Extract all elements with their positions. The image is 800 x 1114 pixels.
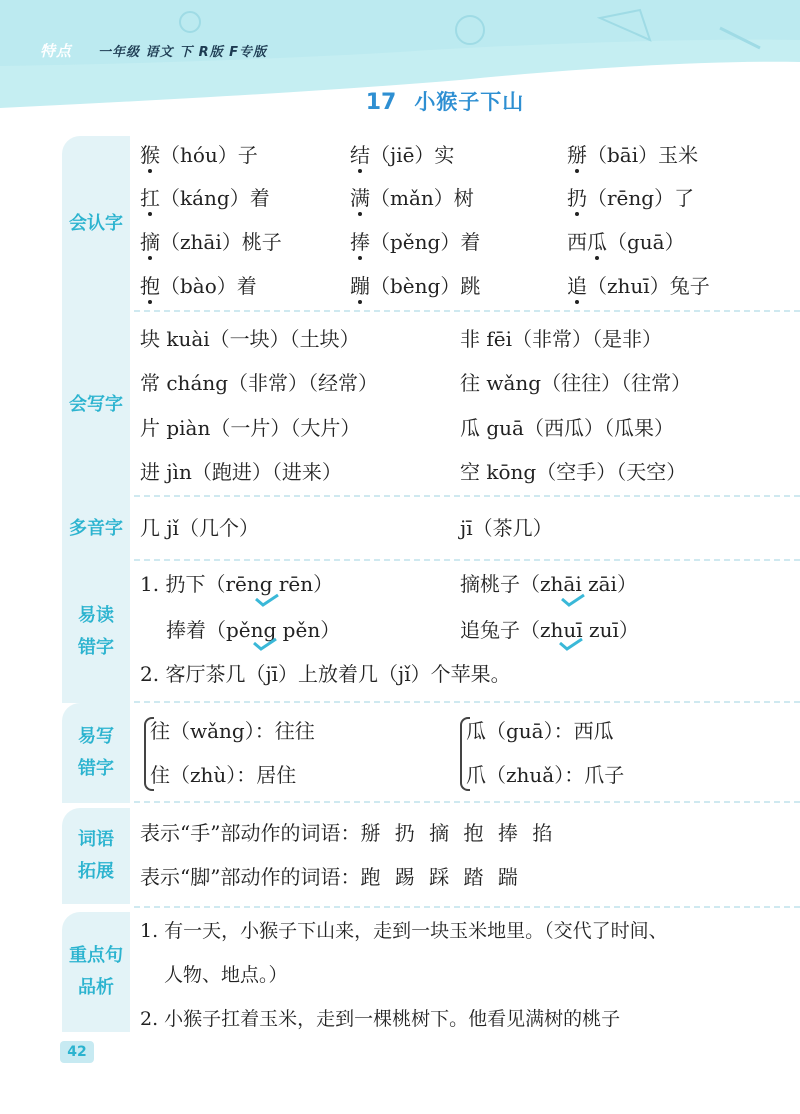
- page-header: [0, 0, 800, 112]
- section-label: 多音字: [62, 497, 130, 561]
- section-label: 重点句 品析: [62, 912, 130, 1032]
- dashed-divider: [134, 906, 800, 908]
- expansion-line: 表示“手”部动作的词语：掰 扔 摘 抱 捧 掐: [140, 821, 557, 845]
- lesson-number: 17: [365, 90, 397, 112]
- lesson-title: 小猴子下山: [414, 90, 525, 112]
- misread-item: 捧着（pěng pěn）: [166, 618, 341, 642]
- section-huixiezi: [62, 312, 800, 497]
- miswrite-item: 爪（zhuǎ）：爪子: [466, 763, 625, 787]
- section-label: 易读 错字: [62, 561, 130, 703]
- key-sentence-note: 人物、地点。）: [164, 964, 288, 986]
- word-item: 蹦（bèng）跳: [350, 274, 481, 298]
- write-item: 瓜 guā（西瓜）（瓜果）: [460, 416, 674, 440]
- write-item: 进 jìn（跑进）（进来）: [140, 460, 342, 484]
- check-icon: [558, 637, 584, 651]
- key-sentence: 2. 小猴子扛着玉米，走到一棵桃树下。他看见满树的桃子: [140, 1008, 621, 1030]
- section-huirenzi: [62, 136, 800, 312]
- section-zhongdian: [62, 912, 800, 1032]
- section-duoyinzi: [62, 497, 800, 561]
- word-item: 结（jiē）实: [350, 143, 455, 167]
- write-item: 往 wǎng（往往）（往常）: [460, 371, 692, 395]
- word-item: 掰（bāi）玉米: [567, 143, 699, 167]
- section-label: 词语 拓展: [62, 808, 130, 904]
- check-icon: [254, 593, 280, 607]
- misread-item: 1. 扔下（rēng rēn）: [140, 572, 334, 596]
- word-item: 满（mǎn）树: [350, 186, 474, 210]
- check-icon: [252, 637, 278, 651]
- section-label: 会写字: [62, 312, 130, 497]
- word-item: 扔（rēng）了: [567, 186, 695, 210]
- word-item: 追（zhuī）兔子: [567, 274, 710, 298]
- misread-item: 追兔子（zhuī zuī）: [460, 618, 639, 642]
- misread-item: 摘桃子（zhāi zāi）: [460, 572, 637, 596]
- section-ciyu: [62, 808, 800, 904]
- section-label: 易写 错字: [62, 703, 130, 803]
- write-item: 块 kuài（一块）（土块）: [140, 327, 360, 351]
- page-number: 42: [60, 1041, 94, 1063]
- write-item: 非 fēi（非常）（是非）: [460, 327, 662, 351]
- book-info: 一年级 语文 下 R版 F专版: [98, 45, 267, 60]
- word-item: 猴（hóu）子: [140, 143, 258, 167]
- section-label: 会认字: [62, 136, 130, 312]
- miswrite-item: 住（zhù）：居住: [150, 763, 297, 787]
- section-yidu: [62, 561, 800, 703]
- key-sentence: 1. 有一天，小猴子下山来，走到一块玉米地里。（交代了时间、: [140, 920, 668, 942]
- word-item: 抱（bào）着: [140, 274, 257, 298]
- word-item: 摘（zhāi）桃子: [140, 230, 282, 254]
- miswrite-item: 瓜（guā）：西瓜: [466, 719, 614, 743]
- dashed-divider: [134, 801, 800, 803]
- word-item: 西瓜（guā）: [567, 230, 685, 254]
- write-item: 常 cháng（非常）（经常）: [140, 371, 379, 395]
- polyphone-item: jī（茶几）: [460, 516, 553, 540]
- write-item: 空 kōng（空手）（天空）: [460, 460, 687, 484]
- word-item: 捧（pěng）着: [350, 230, 481, 254]
- check-icon: [560, 593, 586, 607]
- word-item: 扛（káng）着: [140, 186, 270, 210]
- polyphone-item: 几 jǐ（几个）: [140, 516, 259, 540]
- expansion-line: 表示“脚”部动作的词语：跑 踢 踩 踏 踹: [140, 865, 522, 889]
- misread-sentence: 2. 客厅茶几（jī）上放着几（jǐ）个苹果。: [140, 662, 511, 686]
- section-yixie: [62, 703, 800, 803]
- write-item: 片 piàn（一片）（大片）: [140, 416, 361, 440]
- miswrite-item: 往（wǎng）：往往: [150, 719, 315, 743]
- brand-logo: 特点: [40, 42, 73, 60]
- lesson-heading: [0, 86, 800, 112]
